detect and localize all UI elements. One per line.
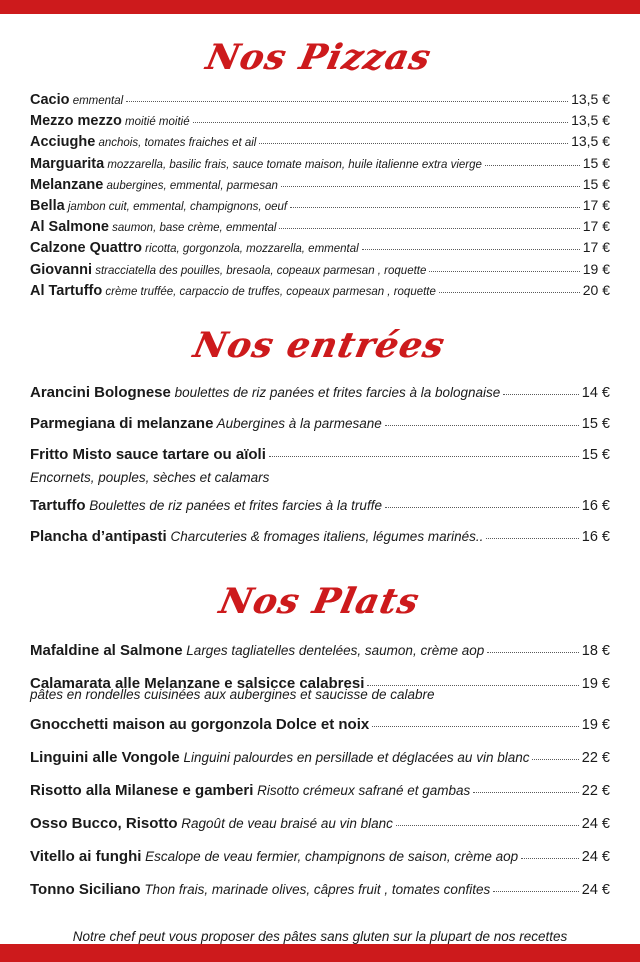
menu-item-description: crème truffée, carpaccio de truffes, copeaux parmesan , roquette: [102, 285, 436, 298]
menu-item-description: moitié moitié: [121, 116, 190, 129]
menu-item-subline: Encornets, pouples, sèches et calamars: [30, 470, 270, 486]
dot-leader: [521, 850, 579, 859]
menu-item-head: [30, 197, 287, 217]
dot-leader: [372, 718, 579, 727]
dot-leader: [269, 448, 579, 457]
menu-item-head: [30, 91, 123, 111]
menu-item-row: [30, 814, 610, 834]
menu-item-name: Tonno Siciliano: [30, 881, 141, 899]
menu-item-name: Al Salmone: [30, 219, 109, 236]
menu-item-name: Cacio: [30, 92, 70, 108]
dot-leader: [486, 530, 578, 539]
dot-leader: [439, 284, 580, 293]
dot-leader: [126, 93, 568, 102]
menu-item-name: Acciughe: [30, 134, 96, 151]
menu-item-price: 15 €: [582, 154, 610, 171]
menu-item-description: boulettes de riz panées et frites farcies à la bolognaise: [170, 385, 501, 401]
menu-item-description: emmental: [69, 95, 124, 107]
gluten-free-note: Notre chef peut vous proposer des pâtes sans gluten sur la plupart de nos recettes: [72, 929, 568, 945]
menu-item-head: [30, 218, 276, 238]
menu-item-head: [30, 133, 256, 153]
menu-item-description: Aubergines à la parmesane: [213, 416, 382, 432]
dot-leader: [473, 784, 579, 793]
menu-item-name: Fritto Misto sauce tartare ou aïoli: [30, 446, 266, 464]
menu-item-name: Mafaldine al Salmone: [30, 642, 183, 660]
menu-list-plats: [30, 641, 610, 900]
menu-item-head: [30, 282, 436, 302]
menu-item-row: [30, 527, 610, 547]
menu-item-row: [30, 880, 610, 900]
menu-item-name: Giovanni: [30, 261, 93, 278]
menu-item-name: Vitello ai funghi: [30, 848, 142, 866]
menu-item-row: [30, 260, 610, 281]
menu-item-price: 13,5 €: [571, 91, 610, 107]
menu-item-row: [30, 217, 610, 238]
menu-item-row: [30, 383, 610, 403]
dot-leader: [385, 499, 579, 508]
menu-item-head: [30, 496, 382, 516]
menu-item-description: Thon frais, marinade olives, câpres fruit , tomates confites: [140, 882, 491, 898]
menu-item-head: [30, 781, 470, 801]
bottom-red-bar: [0, 944, 640, 962]
dot-leader: [279, 221, 579, 230]
menu-item-head: [30, 880, 490, 900]
dot-leader: [281, 178, 580, 187]
menu-item-head: [30, 814, 393, 834]
menu-item-price: 24 €: [581, 882, 610, 899]
menu-item-price: 15 €: [581, 447, 610, 464]
top-red-bar: [0, 0, 640, 14]
menu-item-price: 17 €: [582, 197, 610, 214]
menu-item-price: 16 €: [581, 529, 610, 546]
menu-item-row: [30, 748, 610, 768]
menu-item-price: 16 €: [581, 498, 610, 515]
menu-item-head: [30, 445, 266, 465]
menu-item-description: Boulettes de riz panées et frites farcies à la truffe: [85, 498, 382, 514]
dot-leader: [493, 883, 579, 892]
menu-item-name: Calzone Quattro: [30, 240, 142, 257]
dot-leader: [367, 677, 578, 686]
menu-item-row: [30, 132, 610, 153]
menu-item-row: [30, 641, 610, 661]
menu-item-row: [30, 196, 610, 217]
menu-item-description: jambon cuit, emmental, champignons, oeuf: [64, 201, 288, 214]
dot-leader: [429, 263, 579, 272]
menu-item-price: 18 €: [581, 643, 610, 660]
menu-item-name: Risotto alla Milanese e gamberi: [30, 782, 254, 800]
menu-item-description: stracciatella des pouilles, bresaola, copeaux parmesan , roquette: [92, 264, 427, 277]
menu-item-price: 13,5 €: [571, 112, 610, 129]
dot-leader: [385, 417, 579, 426]
menu-item-description: aubergines, emmental, parmesan: [103, 179, 278, 192]
menu-item-name: Osso Bucco, Risotto: [30, 815, 178, 833]
menu-item-name: Bella: [30, 198, 65, 215]
dot-leader: [487, 644, 579, 653]
dot-leader: [290, 199, 580, 208]
menu-item-price: 24 €: [581, 816, 610, 833]
menu-item-row: [30, 154, 610, 175]
menu-item-row: [30, 496, 610, 516]
menu-item-description: Linguini palourdes en persillade et déglacées au vin blanc: [179, 750, 530, 766]
section-title-entrees: Nos entrées: [189, 325, 449, 367]
menu-item-price: 15 €: [582, 175, 610, 192]
dot-leader: [396, 817, 579, 826]
menu-item-head: [30, 715, 369, 735]
menu-item-name: Plancha d’antipasti: [30, 528, 167, 546]
menu-item-head: [30, 641, 484, 661]
menu-item-price: 17 €: [582, 218, 610, 235]
menu-item-head: [30, 112, 190, 132]
menu-item-head: [30, 748, 529, 768]
menu-item-row: [30, 90, 610, 111]
menu-item-name: Arancini Bolognese: [30, 384, 171, 402]
menu-item-description: anchois, tomates fraiches et ail: [95, 137, 257, 150]
menu-item-head: [30, 847, 518, 867]
menu-item-subline: pâtes en rondelles cuisinées aux aubergines et saucisse de calabre: [30, 687, 435, 703]
menu-item-price: 20 €: [582, 281, 610, 298]
menu-item-description: mozzarella, basilic frais, sauce tomate maison, huile italienne extra vierge: [104, 158, 482, 171]
section-title-pizzas: Nos Pizzas: [202, 37, 436, 78]
menu-item-description: Larges tagliatelles dentelées, saumon, crème aop: [182, 643, 485, 659]
menu-item-name: Mezzo mezzo: [30, 113, 122, 130]
dot-leader: [259, 136, 568, 145]
menu-item-name: Gnocchetti maison au gorgonzola Dolce et noix: [30, 716, 370, 734]
menu-item-row: [30, 781, 610, 801]
menu-item-name: Tartuffo: [30, 497, 86, 515]
menu-item-description: ricotta, gorgonzola, mozzarella, emmental: [141, 243, 359, 256]
menu-item-price: 13,5 €: [571, 133, 610, 150]
menu-item-head: [30, 414, 382, 434]
menu-item-name: Marguarita: [30, 155, 105, 172]
section-title-plats: Nos Plats: [215, 581, 424, 623]
menu-item-price: 14 €: [581, 385, 610, 402]
menu-item-name: Calamarata alle Melanzane e salsicce calabresi: [30, 675, 365, 693]
menu-item-head: [30, 383, 500, 403]
dot-leader: [193, 115, 568, 124]
menu-item-name: Linguini alle Vongole: [30, 749, 180, 767]
dot-leader: [532, 751, 578, 760]
menu-item-price: 19 €: [581, 676, 610, 693]
menu-item-description: Charcuteries & fromages italiens, légumes marinés..: [166, 529, 484, 545]
menu-item-row: [30, 175, 610, 196]
menu-item-row: [30, 238, 610, 259]
menu-item-name: Parmegiana di melanzane: [30, 415, 214, 433]
menu-item-price: 19 €: [582, 260, 610, 277]
menu-item-description: Ragoût de veau braisé au vin blanc: [177, 816, 393, 832]
dot-leader: [485, 157, 580, 166]
menu-item-head: [30, 155, 482, 175]
menu-sheet: [0, 14, 640, 944]
menu-item-name: Al Tartuffo: [30, 282, 103, 299]
menu-item-price: 17 €: [582, 239, 610, 256]
menu-item-price: 19 €: [581, 717, 610, 734]
menu-item-price: 24 €: [581, 849, 610, 866]
menu-item-head: [30, 261, 426, 281]
menu-item-price: 22 €: [581, 783, 610, 800]
menu-list-entrees: [30, 383, 610, 547]
menu-item-name: Melanzane: [30, 176, 104, 193]
menu-item-row: [30, 281, 610, 302]
menu-item-row: [30, 847, 610, 867]
menu-item-row: [30, 715, 610, 735]
menu-item-head: [30, 239, 359, 259]
menu-item-row: [30, 111, 610, 132]
menu-item-description: saumon, base crème, emmental: [108, 222, 277, 235]
dot-leader: [362, 242, 580, 251]
menu-item-price: 22 €: [581, 750, 610, 767]
menu-item-row: [30, 445, 610, 465]
menu-item-description: Risotto crémeux safrané et gambas: [253, 783, 471, 799]
menu-list-pizzas: [30, 90, 610, 302]
menu-item-head: [30, 176, 278, 196]
dot-leader: [503, 386, 578, 395]
menu-item-head: [30, 527, 483, 547]
menu-item-description: Escalope de veau fermier, champignons de saison, crème aop: [141, 849, 519, 865]
menu-item-price: 15 €: [581, 416, 610, 433]
menu-item-row: [30, 414, 610, 434]
